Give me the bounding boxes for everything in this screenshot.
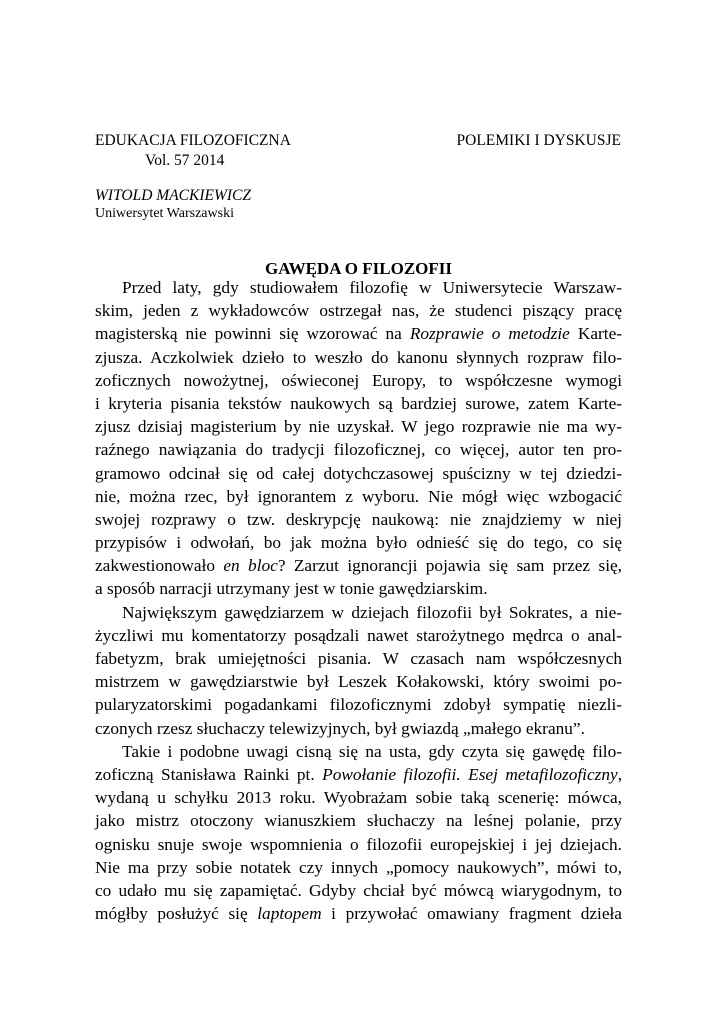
italic-phrase: en bloc [223,556,278,576]
text-line: pularyzatorskimi pogadankami filozoficznymi zdobył sympatię niezli- [95,695,622,715]
text-line: czonych rzesz słuchaczy telewizyjnych, był gwiazdą „małego ekranu”. [95,718,585,738]
text-line: życzliwi mu komentatorzy posądzali nawet starożytnego mędrca o anal- [95,625,622,645]
text-line: fabetyzm, brak umiejętności pisania. W czasach nam współczesnych [95,649,622,668]
italic-word: laptopem [257,904,322,924]
text-segment: Karte- [569,324,622,344]
author-name: WITOLD MACKIEWICZ [95,187,252,204]
text-line: Przed laty, gdy studiowałem filozofię w Uniwersytecie Warszaw- [122,278,622,297]
text-line: i kryteria pisania tekstów naukowych są bardziej surowe, zatem Karte- [95,393,622,413]
article-body [95,276,622,925]
text-line: ognisku snuje swoje wspomnienia o filozofii europejskiej i jej dziejach. [95,834,622,854]
text-line: a sposób narracji utrzymany jest w tonie gawędziarskim. [95,579,488,599]
journal-name: EDUKACJA FILOZOFICZNA [95,132,291,149]
italic-work-title: Rozprawie o metodzie [409,324,570,344]
paragraph-2 [95,601,622,740]
text-line: gramowo odcinał się od całej dotychczasowej spuścizny w tej dziedzi- [95,463,622,483]
text-line: zoficznych nowożytnej, oświeconej Europy, to współczesne wymogi [95,370,622,390]
text-line: mistrzem w gawędziarstwie był Leszek Kołakowski, który swoimi po- [95,672,622,692]
journal-volume: Vol. 57 2014 [145,152,225,169]
text-segment: i przywołać omawiany fragment dzieła [321,904,622,924]
text-line [95,554,622,577]
text-line: nie, można rzec, był ignorantem z wyboru. Nie mógł więc wzbogacić [95,486,622,506]
text-line: swojej rozprawy o tzw. deskrypcję naukową: nie znajdziemy w niej [95,509,622,529]
text-line: co udało mu się zapamiętać. Gdyby chciał być mówcą wiarygodnym, to [95,880,622,900]
text-line [95,763,622,786]
text-line: raźnego nawiązania do tradycji filozoficznej, co więcej, autor ten pro- [95,440,622,460]
text-line [95,322,622,345]
text-line: przypisów i odwołań, bo jak można było odnieść się do tego, co się [95,533,622,553]
author-affiliation: Uniwersytet Warszawski [95,206,234,221]
text-line: Największym gawędziarzem w dziejach filozofii był Sokrates, a nie- [122,602,622,622]
text-line: Takie i podobne uwagi cisną się na usta, gdy czyta się gawędę filo- [122,741,622,761]
paragraph-3 [95,740,622,926]
section-name: POLEMIKI I DYSKUSJE [456,132,621,149]
text-line: zjusz dzisiaj magisterium by nie uzyskał. W jego rozprawie nie ma wy- [95,417,622,437]
text-segment: zoficzną Stanisława Rainki pt. [95,764,323,784]
text-segment: , [617,764,623,784]
paragraph-1 [95,276,622,601]
text-segment: mógłby posłużyć się [95,904,258,924]
text-line: skim, jeden z wykładowców ostrzegał nas, że studenci piszący pracę [95,301,622,321]
article-title: GAWĘDA O FILOZOFII [264,259,453,278]
journal-header [95,131,291,171]
text-segment: zakwestionowało [95,556,224,576]
text-segment: magisterską nie powinni się wzorować na [95,324,410,344]
text-line: zjusza. Aczkolwiek dzieło to weszło do kanonu słynnych rozpraw filo- [95,347,622,367]
text-line: jako mistrz otoczony wianuszkiem słuchaczy na leśnej polanie, przy [95,811,622,831]
text-segment: ? Zarzut ignorancji pojawia się sam przez się, [277,556,622,576]
text-line: Nie ma przy sobie notatek czy innych „pomocy naukowych”, mówi to, [95,857,622,877]
text-line [95,902,622,925]
italic-book-title: Powołanie filozofii. Esej metafilozoficzny [322,764,618,784]
text-line: wydaną u schyłku 2013 roku. Wyobrażam sobie taką scenerię: mówca, [95,788,622,808]
